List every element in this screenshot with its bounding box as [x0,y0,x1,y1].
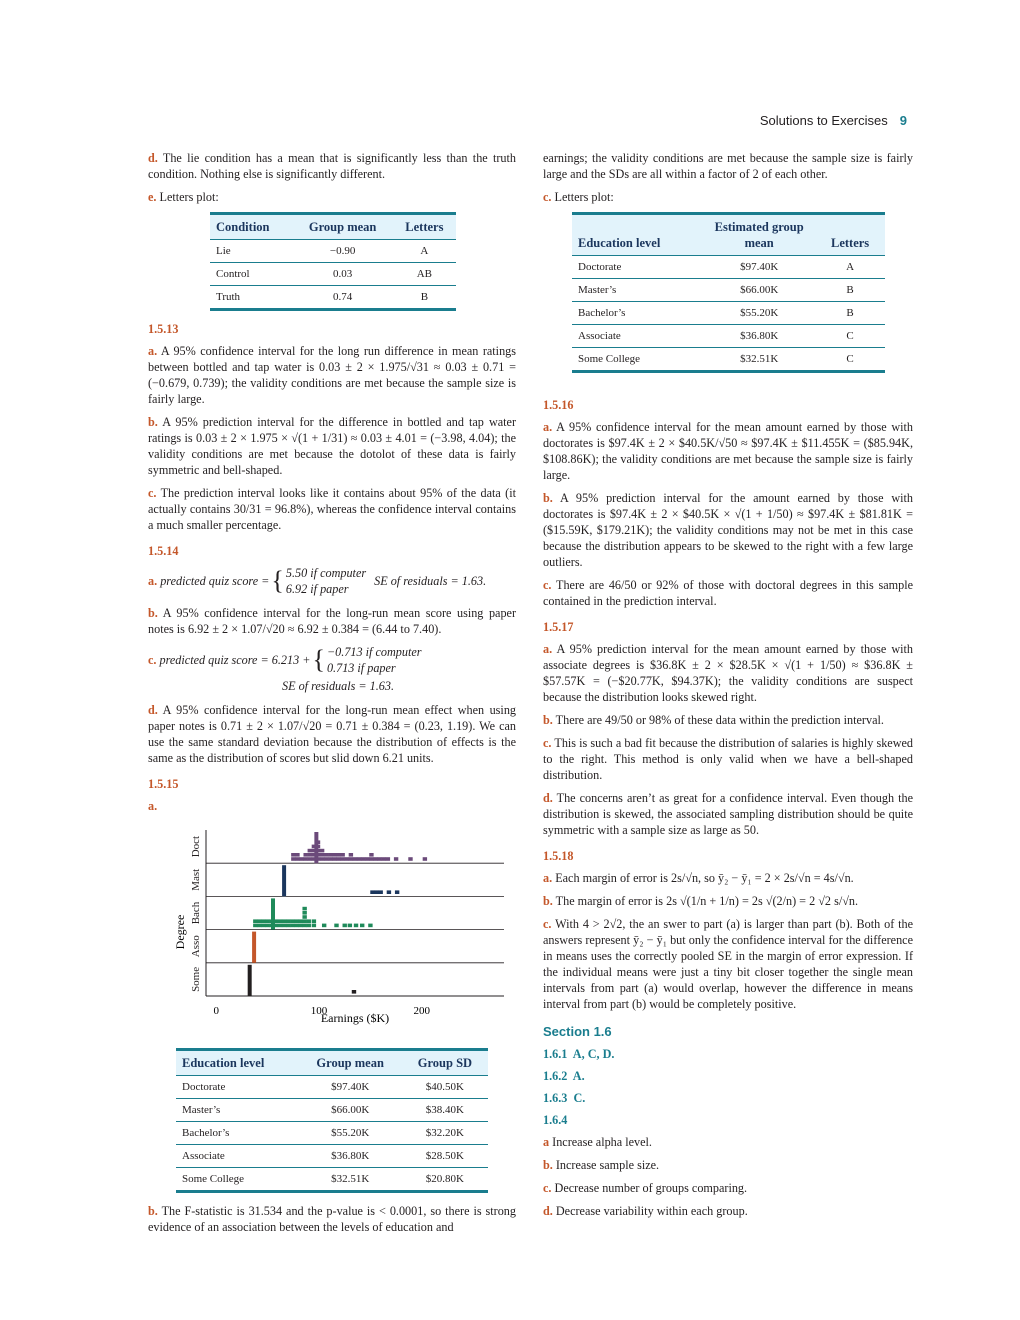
data-point [291,853,295,857]
data-point [303,857,307,861]
para-1518a: a. Each margin of error is 2s/√n, so ȳ₂ − ȳ₁ = 2 × 2s/√n = 4s/√n. [543,871,854,885]
data-point [395,890,399,894]
data-point [312,853,316,857]
data-point [336,853,340,857]
data-point [320,853,324,857]
data-point [282,919,286,923]
data-point [312,857,316,861]
para-1518b: b. The margin of error is 2s √(1/n + 1/n) = 2s √(2/n) = 2 √2 s/√n. [543,894,859,908]
table-row: Associate $36.80K C [572,325,885,348]
para-1518c: c. With 4 > 2√2, the an swer to part (a) is larger than part (b). Both of the answers represent ȳ₂ − ȳ₁ but only the confidence interval for the difference in means uses the correctly pooled SE in the margin of error expression. If the individual means were just a tiny bit closer together the single mean intervals from part (a) would overlap, however the difference in means interval from part (b) would be completely positive. [543,917,914,1011]
data-point [312,845,316,849]
category-label: Doct [190,835,202,858]
para-1512e: e. Letters plot: [148,190,219,204]
data-point [303,853,307,857]
data-point [374,890,378,894]
table-row: Doctorate $97.40K A [572,256,885,279]
data-point [334,924,338,928]
answer-162: 1.6.2 A. [543,1069,585,1083]
data-point [265,924,269,928]
brace-icon: { [271,566,284,595]
mean-bar-some [248,965,252,996]
para-164b: b. Increase sample size. [543,1158,660,1172]
table-row: Master’s $66.00K B [572,279,885,302]
data-point [328,853,332,857]
data-point [322,924,326,928]
data-point [294,919,298,923]
para-1514b: b. A 95% confidence interval for the long-run mean score using paper notes is 6.92 ± 2 × 1.07/√20 ≈ 6.92 ± 0.384 = (6.44 to 7.40). [148,606,517,636]
answer-164: 1.6.4 [543,1113,568,1127]
data-point [274,919,278,923]
data-point [270,919,274,923]
data-point [368,924,372,928]
data-point [270,924,274,928]
data-point [354,924,358,928]
data-point [290,924,294,928]
data-point [295,857,299,861]
data-point [302,907,306,911]
data-point [316,849,320,853]
para-1515c: c. Letters plot: [543,190,614,204]
category-label: Some [190,966,202,992]
para-1514d: d. A 95% confidence interval for the long-run mean effect when using paper notes is 0.71 ± 2 × 1.07/√20 = 0.71 ± 0.384 = (0.23, 1.19). We can use the same standard deviation because the distribution of effects is the same as the distribution of scores but slid down 6.21 units. [148,703,517,765]
data-point [312,924,316,928]
para-164d: d. Decrease variability within each group. [543,1204,748,1218]
data-point [360,924,364,928]
page-number: 9 [899,113,907,128]
data-point [357,857,361,861]
table-row: Bachelor’s $55.20K $32.20K [176,1122,488,1145]
data-point [294,924,298,928]
data-point [312,849,316,853]
data-point [302,915,306,919]
data-point [308,853,312,857]
data-point [261,919,265,923]
answer-161: 1.6.1 A, C, D. [543,1047,615,1061]
data-point [365,857,369,861]
data-point [423,857,427,861]
data-point [316,845,320,849]
exercise-1513-heading: 1.5.13 [148,322,179,336]
data-point [261,924,265,928]
exercise-1518-heading: 1.5.18 [543,849,574,863]
category-label: Bach [190,901,202,925]
mean-bar-mast [282,865,286,896]
data-point [324,857,328,861]
table-row: Doctorate $97.40K $40.50K [176,1076,488,1099]
data-point [340,853,344,857]
data-point [378,890,382,894]
para-1517a: a. A 95% prediction interval for the mean amount earned by those with associate degrees is $36.8K ± 2 × $28.5K × √(1 + 1/50) ≈ $36.8K ± $57.57K = (−$20.77K, $94.37K); the validity conditions are suspect because the distribution looks skewed right. [543,642,913,704]
data-point [349,853,353,857]
data-point [369,853,373,857]
right-column [543,150,913,1226]
data-point [349,857,353,861]
para-1513a: a. A 95% confidence interval for the long run difference in mean ratings between bottled and tap water is 0.03 ± 2 × 1.975/√31 ≈ 0.03 ± 0.71 = (−0.679, 0.739); the validity conditions are met because the sample size is fairly large. [148,344,517,406]
exercise-1517-heading: 1.5.17 [543,620,574,634]
data-point [320,849,324,853]
brace-icon: { [312,645,325,674]
para-164c: c. Decrease number of groups comparing. [543,1181,748,1195]
exercise-1514-heading: 1.5.14 [148,544,179,558]
mean-bar-asso [252,932,256,963]
para-1516a: a. A 95% confidence interval for the mean amount earned by those with doctorates is $97.4K ± 2 × $40.5K/√50 ≈ $97.4K ± $11.455K = ($85.94K, $108.86K); the validity conditions are met because the sample size is fairly large. [543,420,914,482]
equation-1514c: c. predicted quiz score = 6.213 + { −0.713 if computer 0.713 if paper [148,645,422,675]
data-point [291,857,295,861]
data-point [348,924,352,928]
exercise-1516-heading: 1.5.16 [543,398,574,412]
data-point [394,857,398,861]
letters-table-conditions: Condition Group mean Letters Lie −0.90 A Control 0.03 AB Truth 0.74 B [210,212,456,311]
para-1515a-label: a. [148,799,158,813]
data-point [253,924,257,928]
para-1516b: b. A 95% prediction interval for the amount earned by those with doctorates is $97.4K ± 2 × $40.5K × √(1 + 1/50) ≈ $97.4K ± $81.81K = ($15.59K, $179.21K); the validity conditions may not be met in this case because the distribution appears to be skewed to the right with a few large outliers. [543,491,913,569]
data-point [370,890,374,894]
running-header [760,113,907,128]
data-point [295,853,299,857]
data-point [332,857,336,861]
x-tick-label: 0 [213,1005,220,1017]
data-point [316,853,320,857]
para-1516c: c. There are 46/50 or 92% of those with doctoral degrees in this sample contained in the prediction interval. [543,578,913,608]
para-164a: a Increase alpha level. [543,1135,652,1149]
table-row: Associate $36.80K $28.50K [176,1145,488,1168]
data-point [278,924,282,928]
data-point [274,924,278,928]
equation-1514c-se: SE of residuals = 1.63. [282,679,395,693]
table-row: Some College $32.51K C [572,348,885,372]
category-label: Asso [190,935,202,958]
data-point [386,857,390,861]
left-column [148,150,516,1242]
data-point [382,857,386,861]
table-row: Lie −0.90 A [210,240,456,263]
table-row: Truth 0.74 B [210,286,456,310]
data-point [387,890,391,894]
data-point [336,857,340,861]
data-point [408,857,412,861]
x-axis-label: Earnings ($K) [320,1011,390,1025]
data-point [332,853,336,857]
para-1517c: c. This is such a bad fit because the distribution of salaries is highly skewed to the right. This method is only valid when we have a bell-shaped distribution. [543,736,914,782]
data-point [286,919,290,923]
data-point [345,857,349,861]
x-tick-label: 100 [310,1005,328,1017]
data-point [302,911,306,915]
data-point [312,919,316,923]
data-point [353,857,357,861]
para-1513b: b. A 95% prediction interval for the difference in bottled and tap water ratings is 0.03 ± 2 × 1.975 × √(1 + 1/31) ≈ 0.03 ± 4.01 = (−3.98, 4.04); the validity conditions are met because the dotolot of these data is fairly symmetric and bell-shaped. [148,415,517,477]
table-row: Some College $32.51K $20.80K [176,1168,488,1192]
data-point [257,919,261,923]
data-point [377,857,381,861]
data-point [308,857,312,861]
data-point [307,919,311,923]
data-point [257,924,261,928]
para-1512d: d. The lie condition has a mean that is significantly less than the truth condition. Nothing else is significantly different. [148,151,516,181]
table-row: Control 0.03 AB [210,263,456,286]
data-point [265,919,269,923]
data-point [308,849,312,853]
data-point [328,857,332,861]
data-point [298,919,302,923]
category-label: Mast [190,868,202,891]
para-1513c: c. The prediction interval looks like it contains about 95% of the data (it actually contains 30/31 = 96.8%), whereas the confidence interval contains a much smaller percentage. [148,486,517,532]
answer-163: 1.6.3 C. [543,1091,586,1105]
para-1517b: b. There are 49/50 or 98% of these data within the prediction interval. [543,713,884,727]
data-point [340,857,344,861]
data-point [286,924,290,928]
equation-1514a: a. predicted quiz score = { 5.50 if computer 6.92 if paper SE of residuals = 1.63. [148,566,487,596]
data-point [361,857,365,861]
header-title: Solutions to Exercises [759,113,888,128]
data-point [302,919,306,923]
section-1-6-heading: Section 1.6 [543,1024,612,1039]
data-point [324,853,328,857]
data-point [307,924,311,928]
data-point [373,857,377,861]
data-point [278,919,282,923]
letters-table-education: Education level Estimated group mean Letters Doctorate $97.40K A Master’s $66.00K B Bachelor’s $55.20K B Associate $36.80K C Some College $32.51K C [572,212,885,373]
data-point [253,919,257,923]
earnings-dotplot [148,820,516,1028]
x-tick-label: 200 [413,1005,431,1017]
data-point [369,857,373,861]
data-point [298,924,302,928]
data-point [282,924,286,928]
data-point [299,857,303,861]
education-summary-table: Education level Group mean Group SD Doctorate $97.40K $40.50K Master’s $66.00K $38.40K Bachelor’s $55.20K $32.20K Associate $36.80K $28.50K Some College $32.51K $20.80K [176,1048,488,1193]
para-1517d: d. The concerns aren’t as great for a confidence interval. Even though the distribution is skewed, the associated sampling distribution should be quite symmetric with a sample size as large as 50. [543,791,913,837]
y-axis-label: Degree [173,914,187,950]
data-point [320,857,324,861]
para-1515b: b. The F-statistic is 31.534 and the p-value is < 0.0001, so there is strong evidence of an association between the levels of education and [148,1204,516,1234]
para-1515-continued: earnings; the validity conditions are met because the sample size is fairly large and the SDs are all within a factor of 2 of each other. [543,151,913,181]
data-point [290,919,294,923]
data-point [316,840,320,844]
data-point [302,924,306,928]
data-point [343,924,347,928]
table-row: Master’s $66.00K $38.40K [176,1099,488,1122]
table-row: Bachelor’s $55.20K B [572,302,885,325]
data-point [352,990,356,994]
data-point [316,857,320,861]
exercise-1515-heading: 1.5.15 [148,777,179,791]
